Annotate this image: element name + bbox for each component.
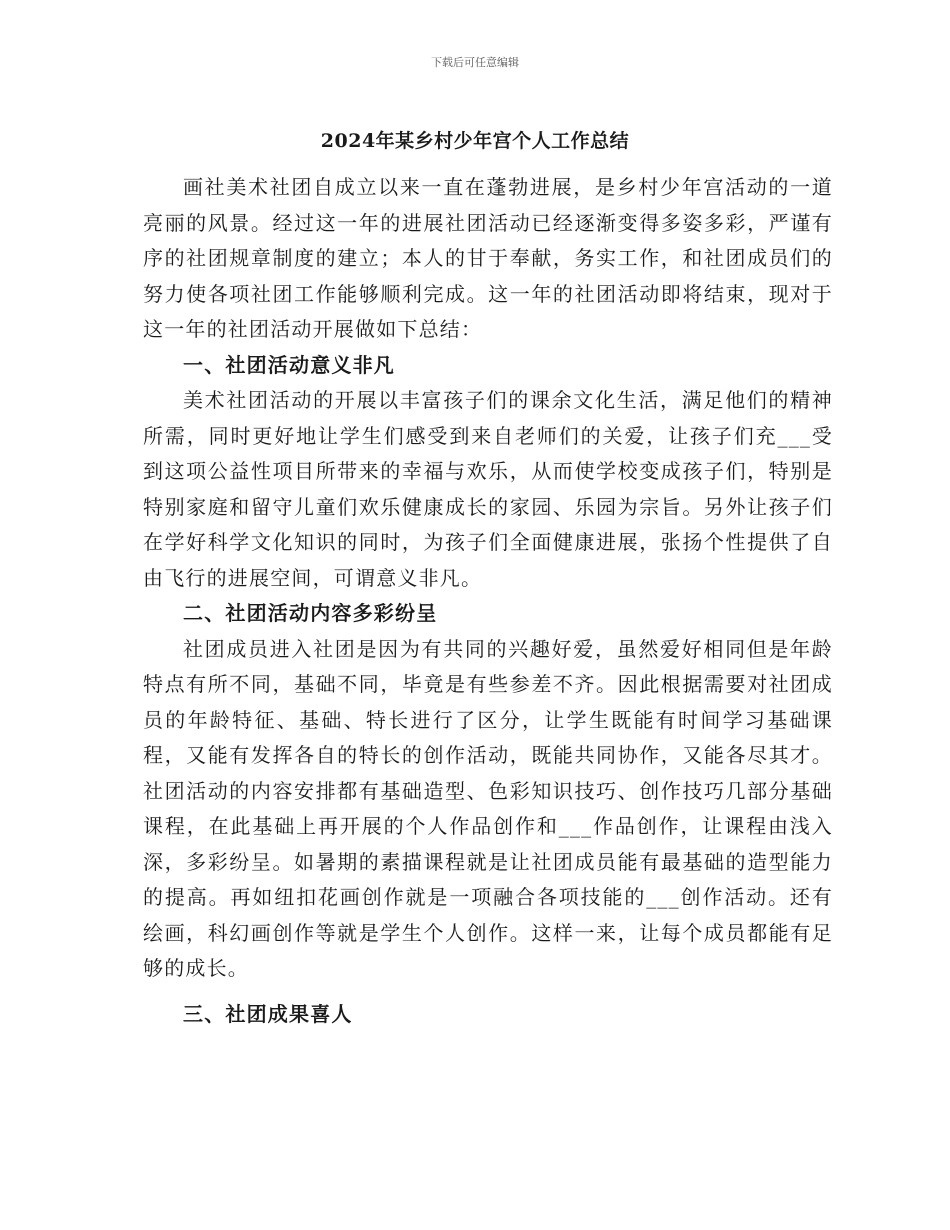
intro-paragraph: 画社美术社团自成立以来一直在蓬勃进展，是乡村少年宫活动的一道亮丽的风景。经过这一年的进展社团活动已经逐渐变得多姿多彩，严谨有序的社团规章制度的建立；本人的甘于奉献，务实工作，和社团成员们的努力使各项社团工作能够顺利完成。这一年的社团活动即将结束，现对于这一年的社团活动开展做如下总结：: [143, 175, 833, 341]
section-heading-1: 一、社团活动意义非凡: [183, 352, 395, 377]
section-heading-3: 三、社团成果喜人: [183, 1001, 353, 1026]
document-body: [143, 170, 833, 1032]
page-header-note: 下载后可任意编辑: [431, 56, 519, 69]
section-paragraph-2: 社团成员进入社团是因为有共同的兴趣好爱，虽然爱好相同但是年龄特点有所不同，基础不同，毕竟是有些参差不齐。因此根据需要对社团成员的年龄特征、基础、特长进行了区分，让学生既能有时间学习基础课程，又能有发挥各自的特长的创作活动，既能共同协作，又能各尽其才。社团活动的内容安排都有基础造型、色彩知识技巧、创作技巧几部分基础课程，在此基础上再开展的个人作品创作和___作品创作，让课程由浅入深，多彩纷呈。如暑期的素描课程就是让社团成员能有最基础的造型能力的提高。再如纽扣花画创作就是一项融合各项技能的___创作活动。还有绘画，科幻画创作等就是学生个人创作。这样一来，让每个成员都能有足够的成长。: [143, 636, 833, 980]
section-paragraph-1: 美术社团活动的开展以丰富孩子们的课余文化生活，满足他们的精神所需，同时更好地让学生们感受到来自老师们的关爱，让孩子们充___受到这项公益性项目所带来的幸福与欢乐，从而使学校变成孩子们，特别是特别家庭和留守儿童们欢乐健康成长的家园、乐园为宗旨。另外让孩子们在学好科学文化知识的同时，为孩子们全面健康进展，张扬个性提供了自由飞行的进展空间，可谓意义非凡。: [143, 388, 833, 590]
page-title: 2024年某乡村少年宫个人工作总结: [320, 130, 630, 152]
section-heading-2: 二、社团活动内容多彩纷呈: [183, 601, 438, 625]
